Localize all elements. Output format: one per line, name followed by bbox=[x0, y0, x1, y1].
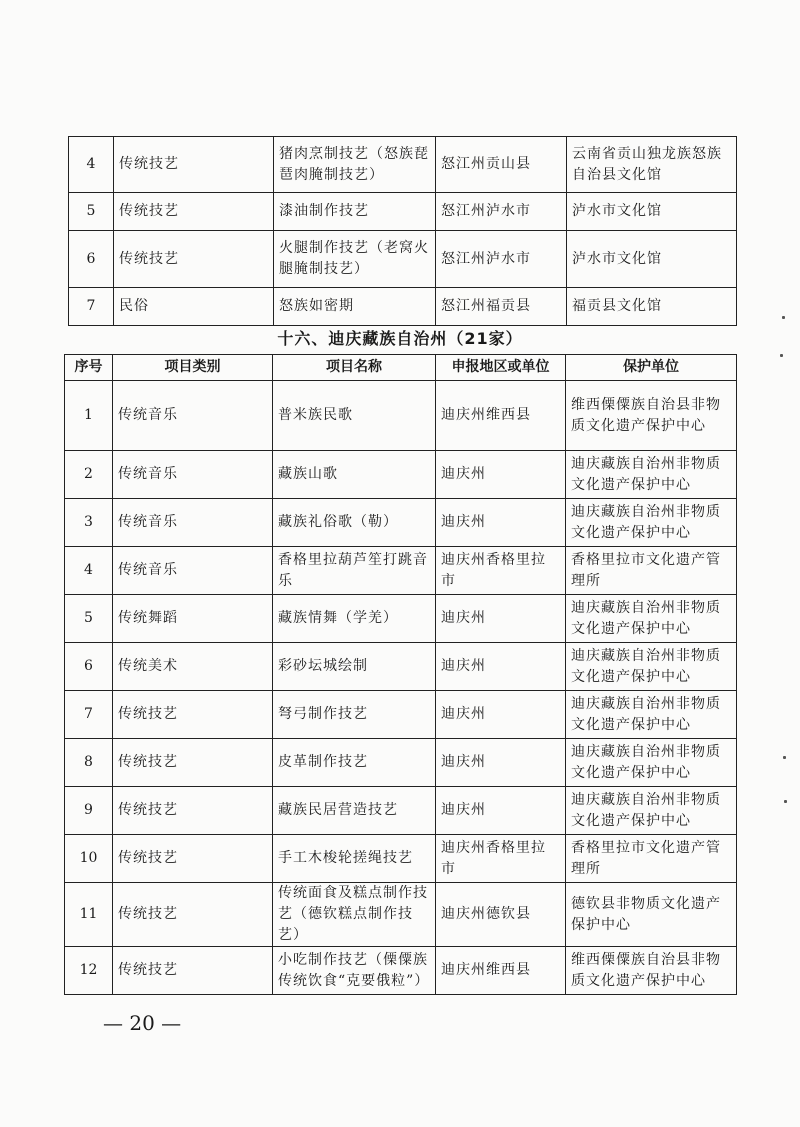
table-row bbox=[65, 381, 737, 451]
cell-region: 怒江州泸水市 bbox=[436, 231, 567, 288]
cell-region: 迪庆州 bbox=[436, 451, 566, 499]
cell-category: 传统技艺 bbox=[114, 193, 274, 231]
cell-category: 传统舞蹈 bbox=[113, 595, 273, 643]
cell-no: 7 bbox=[69, 288, 114, 326]
cell-unit: 迪庆藏族自治州非物质文化遗产保护中心 bbox=[566, 595, 737, 643]
table-row bbox=[65, 739, 737, 787]
cell-unit: 维西傈僳族自治县非物质文化遗产保护中心 bbox=[566, 381, 737, 451]
cell-unit: 迪庆藏族自治州非物质文化遗产保护中心 bbox=[566, 499, 737, 547]
cell-category: 传统技艺 bbox=[113, 835, 273, 883]
cell-unit: 迪庆藏族自治州非物质文化遗产保护中心 bbox=[566, 451, 737, 499]
scan-speck bbox=[782, 316, 785, 319]
cell-unit: 迪庆藏族自治州非物质文化遗产保护中心 bbox=[566, 787, 737, 835]
cell-category: 传统音乐 bbox=[113, 547, 273, 595]
cell-name: 小吃制作技艺（傈僳族传统饮食“克要俄粒”） bbox=[273, 947, 436, 995]
cell-name: 藏族山歌 bbox=[273, 451, 436, 499]
scan-speck bbox=[780, 354, 783, 357]
cell-no: 6 bbox=[69, 231, 114, 288]
table-row bbox=[65, 947, 737, 995]
cell-category: 传统技艺 bbox=[114, 137, 274, 193]
cell-region: 怒江州泸水市 bbox=[436, 193, 567, 231]
cell-no: 5 bbox=[65, 595, 113, 643]
table-row bbox=[65, 547, 737, 595]
cell-name: 皮革制作技艺 bbox=[273, 739, 436, 787]
header-category: 项目类别 bbox=[113, 355, 273, 381]
cell-region: 迪庆州维西县 bbox=[436, 947, 566, 995]
cell-no: 9 bbox=[65, 787, 113, 835]
cell-category: 民俗 bbox=[114, 288, 274, 326]
cell-name: 彩砂坛城绘制 bbox=[273, 643, 436, 691]
cell-no: 6 bbox=[65, 643, 113, 691]
table-diqing bbox=[64, 354, 737, 995]
cell-unit: 德钦县非物质文化遗产保护中心 bbox=[566, 883, 737, 947]
cell-name: 弩弓制作技艺 bbox=[273, 691, 436, 739]
cell-name: 漆油制作技艺 bbox=[274, 193, 436, 231]
table-header-row bbox=[65, 355, 737, 381]
table-row bbox=[65, 451, 737, 499]
cell-unit: 泸水市文化馆 bbox=[567, 193, 737, 231]
cell-no: 5 bbox=[69, 193, 114, 231]
cell-region: 迪庆州 bbox=[436, 499, 566, 547]
cell-unit: 迪庆藏族自治州非物质文化遗产保护中心 bbox=[566, 739, 737, 787]
cell-unit: 云南省贡山独龙族怒族自治县文化馆 bbox=[567, 137, 737, 193]
cell-category: 传统技艺 bbox=[113, 739, 273, 787]
cell-category: 传统音乐 bbox=[113, 499, 273, 547]
scan-speck bbox=[783, 756, 786, 759]
table-row bbox=[65, 787, 737, 835]
section-title: 十六、迪庆藏族自治州（21家） bbox=[277, 329, 523, 348]
cell-no: 12 bbox=[65, 947, 113, 995]
cell-region: 怒江州福贡县 bbox=[436, 288, 567, 326]
cell-name: 手工木梭轮搓绳技艺 bbox=[273, 835, 436, 883]
table-row bbox=[65, 883, 737, 947]
cell-region: 迪庆州香格里拉市 bbox=[436, 547, 566, 595]
cell-region: 迪庆州 bbox=[436, 739, 566, 787]
cell-name: 藏族民居营造技艺 bbox=[273, 787, 436, 835]
cell-unit: 维西傈僳族自治县非物质文化遗产保护中心 bbox=[566, 947, 737, 995]
cell-name: 怒族如密期 bbox=[274, 288, 436, 326]
cell-category: 传统技艺 bbox=[113, 947, 273, 995]
table-row bbox=[65, 499, 737, 547]
cell-no: 4 bbox=[69, 137, 114, 193]
cell-no: 8 bbox=[65, 739, 113, 787]
cell-no: 4 bbox=[65, 547, 113, 595]
cell-region: 迪庆州维西县 bbox=[436, 381, 566, 451]
cell-name: 香格里拉葫芦笙打跳音乐 bbox=[273, 547, 436, 595]
header-name: 项目名称 bbox=[273, 355, 436, 381]
table-row bbox=[65, 643, 737, 691]
table-row bbox=[65, 835, 737, 883]
cell-unit: 福贡县文化馆 bbox=[567, 288, 737, 326]
cell-category: 传统美术 bbox=[113, 643, 273, 691]
table-row bbox=[69, 137, 737, 193]
table-row bbox=[65, 595, 737, 643]
cell-region: 迪庆州德钦县 bbox=[436, 883, 566, 947]
cell-unit: 泸水市文化馆 bbox=[567, 231, 737, 288]
cell-region: 迪庆州 bbox=[436, 643, 566, 691]
cell-region: 迪庆州 bbox=[436, 691, 566, 739]
scan-speck bbox=[784, 800, 787, 803]
cell-name: 藏族礼俗歌（勒） bbox=[273, 499, 436, 547]
cell-region: 迪庆州 bbox=[436, 787, 566, 835]
cell-no: 2 bbox=[65, 451, 113, 499]
cell-unit: 香格里拉市文化遗产管理所 bbox=[566, 835, 737, 883]
table-nujiang-continued bbox=[68, 136, 737, 326]
cell-name: 传统面食及糕点制作技艺（德钦糕点制作技艺） bbox=[273, 883, 436, 947]
cell-no: 3 bbox=[65, 499, 113, 547]
cell-unit: 迪庆藏族自治州非物质文化遗产保护中心 bbox=[566, 691, 737, 739]
header-unit: 保护单位 bbox=[566, 355, 737, 381]
cell-no: 10 bbox=[65, 835, 113, 883]
cell-no: 1 bbox=[65, 381, 113, 451]
cell-name: 火腿制作技艺（老窝火腿腌制技艺） bbox=[274, 231, 436, 288]
table-row bbox=[65, 691, 737, 739]
table-row bbox=[69, 288, 737, 326]
cell-category: 传统技艺 bbox=[114, 231, 274, 288]
cell-region: 迪庆州香格里拉市 bbox=[436, 835, 566, 883]
cell-no: 11 bbox=[65, 883, 113, 947]
cell-no: 7 bbox=[65, 691, 113, 739]
cell-name: 藏族情舞（学羌） bbox=[273, 595, 436, 643]
cell-unit: 迪庆藏族自治州非物质文化遗产保护中心 bbox=[566, 643, 737, 691]
cell-region: 迪庆州 bbox=[436, 595, 566, 643]
cell-region: 怒江州贡山县 bbox=[436, 137, 567, 193]
page-number: — 20 — bbox=[103, 1011, 182, 1035]
table-row bbox=[69, 231, 737, 288]
cell-name: 普米族民歌 bbox=[273, 381, 436, 451]
cell-category: 传统技艺 bbox=[113, 787, 273, 835]
cell-category: 传统音乐 bbox=[113, 381, 273, 451]
cell-category: 传统音乐 bbox=[113, 451, 273, 499]
cell-unit: 香格里拉市文化遗产管理所 bbox=[566, 547, 737, 595]
header-region: 申报地区或单位 bbox=[436, 355, 566, 381]
cell-name: 猪肉烹制技艺（怒族琵琶肉腌制技艺） bbox=[274, 137, 436, 193]
cell-category: 传统技艺 bbox=[113, 883, 273, 947]
header-no: 序号 bbox=[65, 355, 113, 381]
table-row bbox=[69, 193, 737, 231]
cell-category: 传统技艺 bbox=[113, 691, 273, 739]
